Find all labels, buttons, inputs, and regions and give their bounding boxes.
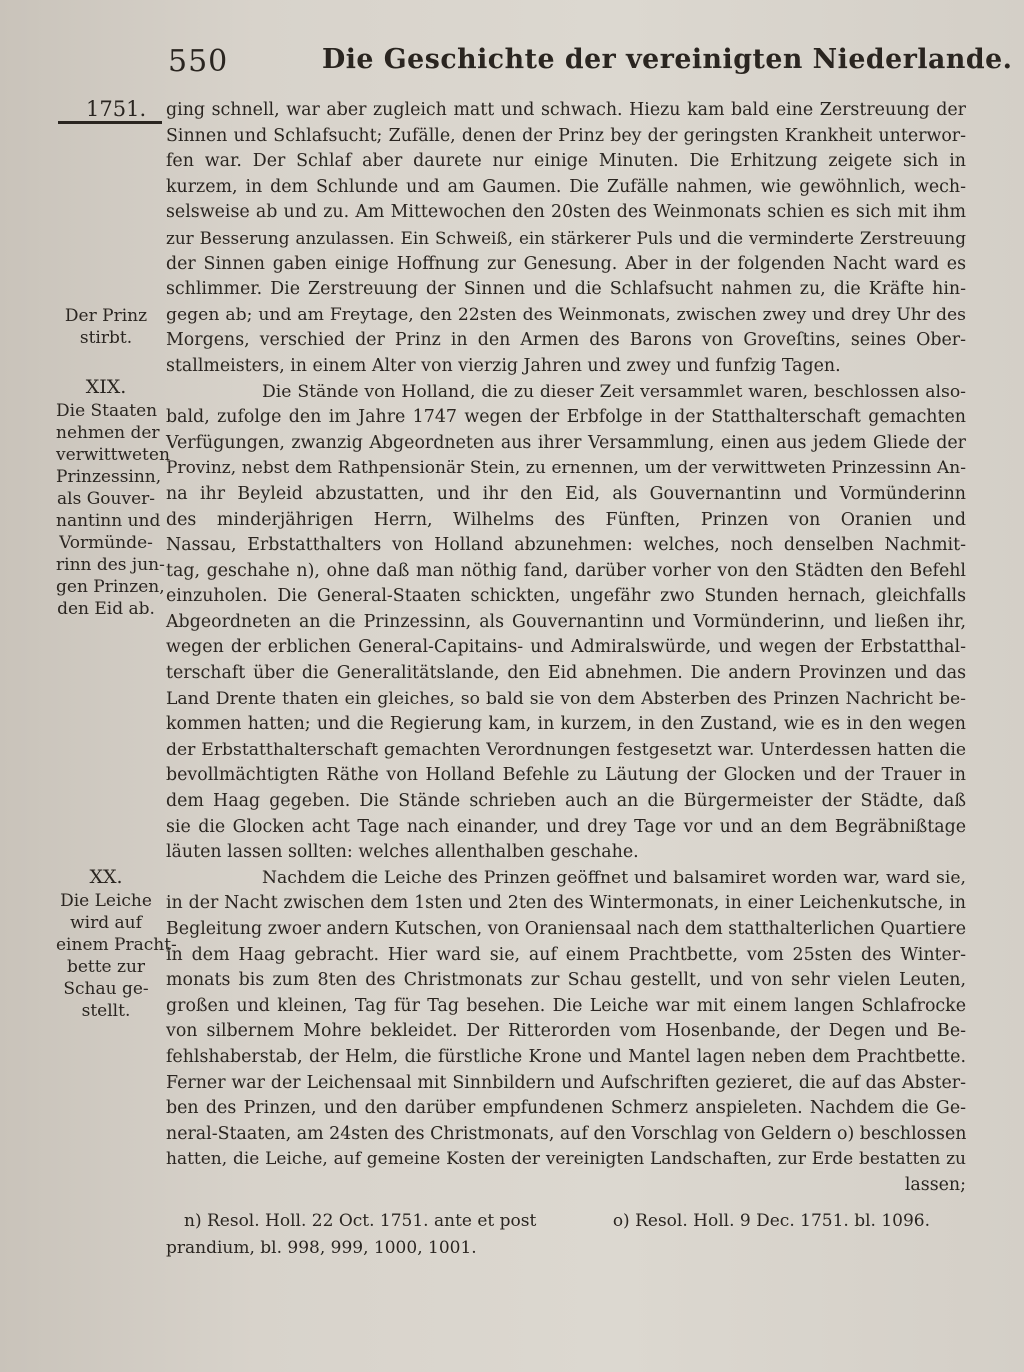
text-line: Verfügungen, zwanzig Abgeordneten aus ihrer Versammlung, einen aus jedem Gliede der xyxy=(166,432,966,453)
text-line: der Erbstatthalterschaft gemachten Verordnungen festgesetzt war. Unterdessen hatten die xyxy=(166,739,966,760)
text-line: in der Nacht zwischen dem 1sten und 2ten des Wintermonats, in einer Leichenkutsche, in xyxy=(166,893,966,914)
paragraph-start-line: Nachdem die Leiche des Prinzen geöffnet und balsamiret worden war, ward sie, xyxy=(262,867,966,888)
text-line: kurzem, in dem Schlunde und am Gaumen. Die Zufälle nahmen, wie gewöhnlich, wech- xyxy=(166,176,966,197)
margin-note-line: verwittweten xyxy=(56,445,170,465)
margin-note-section-xx xyxy=(56,866,177,1022)
margin-note-line: den Eid ab. xyxy=(57,599,155,619)
main-text xyxy=(166,98,966,1199)
text-line: sie die Glocken acht Tage nach einander, und drey Tage vor und an dem Begräbnißtage xyxy=(166,816,966,837)
text-line: bevollmächtigten Räthe von Holland Befehle zu Läutung der Glocken und der Trauer in xyxy=(166,765,966,786)
text-line: ben des Prinzen, und den darüber empfundenen Schmerz anspieleten. Nachdem die Ge- xyxy=(166,1098,966,1119)
margin-note-section-xix xyxy=(56,376,170,620)
text-line: Begleitung zwoer andern Kutschen, von Oraniensaal nach dem statthalterlichen Quartiere xyxy=(166,919,966,939)
section-number: XX. xyxy=(89,866,123,888)
margin-note-line: bette zur xyxy=(66,957,146,977)
text-line: tag, geschahe n), ohne daß man nöthig fand, darüber vorher von den Städten den Befehl xyxy=(166,560,966,581)
margin-note-line: wird auf xyxy=(70,913,142,933)
text-line: Nassau, Erbstatthalters von Holland abzunehmen: welches, noch denselben Nachmit- xyxy=(166,535,966,556)
margin-note-line: Schau ge- xyxy=(63,979,149,999)
text-line: kommen hatten; und die Regierung kam, in kurzem, in den Zustand, wie es in den wegen xyxy=(166,714,966,735)
page-header xyxy=(0,40,1024,90)
text-line: neral-Staaten, am 24sten des Christmonats, auf den Vorschlag von Geldern o) beschlossen xyxy=(166,1123,967,1144)
text-line: terschaft über die Generalitätslande, den Eid abnehmen. Die andern Provinzen und das xyxy=(166,663,966,684)
text-line: in dem Haag gebracht. Hier ward sie, auf einem Prachtbette, vom 25sten des Winter- xyxy=(166,944,966,965)
catchword-line: lassen; xyxy=(904,1174,966,1195)
text-line: na ihr Beyleid abzustatten, und ihr den Eid, als Gouvernantinn und Vormünderinn xyxy=(166,483,966,504)
text-line: schlimmer. Die Zerstreuung der Sinnen und die Schlafsucht nahmen zu, die Kräfte hin- xyxy=(166,279,966,300)
footnote-o: o) Resol. Holl. 9 Dec. 1751. bl. 1096. xyxy=(612,1211,930,1231)
text-line: stallmeisters, in einem Alter von vierzig Jahren und zwey und funfzig Tagen. xyxy=(166,355,841,376)
running-title: Die Geschichte der vereinigten Niederlande. xyxy=(322,44,1013,75)
footnote-n-continuation: prandium, bl. 998, 999, 1000, 1001. xyxy=(166,1238,477,1258)
margin-note-line: Der Prinz xyxy=(64,306,148,326)
margin-note-line: stirbt. xyxy=(79,328,133,348)
text-line: einzuholen. Die General-Staaten schickten, ungefähr zwo Stunden hernach, gleichfalls xyxy=(166,586,966,607)
margin-note-line: nehmen der xyxy=(56,423,160,443)
text-line: fehlshaberstab, der Helm, die fürstliche Krone und Mantel lagen neben dem Prachtbette. xyxy=(166,1046,966,1067)
footnote-row xyxy=(166,1208,966,1235)
margin-note-line: Die Leiche xyxy=(60,891,152,911)
text-line: läuten lassen sollten: welches allenthalben geschahe. xyxy=(166,842,639,863)
section-number: XIX. xyxy=(85,376,127,398)
text-line: Sinnen und Schlafsucht; Zufälle, denen der Prinz bey der geringsten Krankheit unterwor- xyxy=(166,125,966,146)
margin-note-line: Vormünde- xyxy=(59,533,153,553)
footnote-n: n) Resol. Holl. 22 Oct. 1751. ante et post xyxy=(184,1211,537,1231)
text-line: von silbernem Mohre bekleidet. Der Ritterorden vom Hosenbande, der Degen und Be- xyxy=(166,1021,966,1042)
year-marker: 1751. xyxy=(86,97,147,121)
margin-note-line: gen Prinzen, xyxy=(56,577,165,597)
text-line: bald, zufolge den im Jahre 1747 wegen der Erbfolge in der Statthalterschaft gemachten xyxy=(166,407,966,428)
text-line: hatten, die Leiche, auf gemeine Kosten der vereinigten Landschaften, zur Erde bestatten zu xyxy=(166,1149,966,1170)
paragraph-start-line: Die Stände von Holland, die zu dieser Zeit versammlet waren, beschlossen also- xyxy=(262,381,966,402)
text-line: Ferner war der Leichensaal mit Sinnbildern und Aufschriften gezieret, die auf das Abster- xyxy=(166,1072,966,1093)
text-line: großen und kleinen, Tag für Tag besehen. Die Leiche war mit einem langen Schlafrocke xyxy=(166,995,966,1016)
margin-note-line: als Gouver- xyxy=(57,489,155,509)
margin-note-line: rinn des jun- xyxy=(56,555,165,575)
text-line: dem Haag gegeben. Die Stände schrieben auch an die Bürgermeister der Städte, daß xyxy=(166,791,966,812)
text-line: zur Besserung anzulassen. Ein Schweiß, ein stärkerer Puls und die verminderte Zerstreuung xyxy=(166,227,966,248)
text-line: ging schnell, war aber zugleich matt und schwach. Hiezu kam bald eine Zerstreuung der xyxy=(166,100,966,120)
text-line: der Sinnen gaben einige Hoffnung zur Genesung. Aber in der folgenden Nacht ward es xyxy=(166,253,966,274)
text-line: monats bis zum 8ten des Christmonats zur Schau gestellt, und von sehr vielen Leuten, xyxy=(166,970,966,991)
text-line: Abgeordneten an die Prinzessinn, als Gouvernantinn und Vormünderinn, und ließen ihr, xyxy=(166,611,966,632)
margin-note-prince-dies xyxy=(56,305,156,349)
text-line: Morgens, verschied der Prinz in den Armen des Barons von Groveſtins, seines Ober- xyxy=(166,330,966,351)
text-line: gegen ab; und am Freytage, den 22sten des Weinmonats, zwischen zwey und drey Uhr des xyxy=(166,304,966,325)
text-line: des minderjährigen Herrn, Wilhelms des Fünften, Prinzen von Oranien und xyxy=(166,509,966,530)
text-line: fen war. Der Schlaf aber daurete nur einige Minuten. Die Erhitzung zeigete sich in xyxy=(166,151,966,172)
text-line: Land Drente thaten ein gleiches, so bald sie von dem Absterben des Prinzen Nachricht be- xyxy=(166,688,966,709)
margin-note-line: Die Staaten xyxy=(56,401,158,421)
page-number: 550 xyxy=(168,44,229,79)
footnotes xyxy=(166,1208,966,1262)
year-rule xyxy=(58,121,162,124)
margin-note-line: stellt. xyxy=(81,1001,131,1021)
margin-note-line: nantinn und xyxy=(56,511,161,531)
margin-note-line: einem Pracht- xyxy=(56,935,177,955)
text-line: selsweise ab und zu. Am Mittewochen den 20sten des Weinmonats schien es sich mit ihm xyxy=(166,202,966,223)
text-line: wegen der erblichen General-Capitains- und Admiralswürde, und wegen der Erbstatthal- xyxy=(166,637,966,658)
margin-note-line: Prinzessinn, xyxy=(56,467,162,487)
text-line: Provinz, nebst dem Rathpensionär Stein, zu ernennen, um der verwittweten Prinzessinn An- xyxy=(166,458,966,479)
